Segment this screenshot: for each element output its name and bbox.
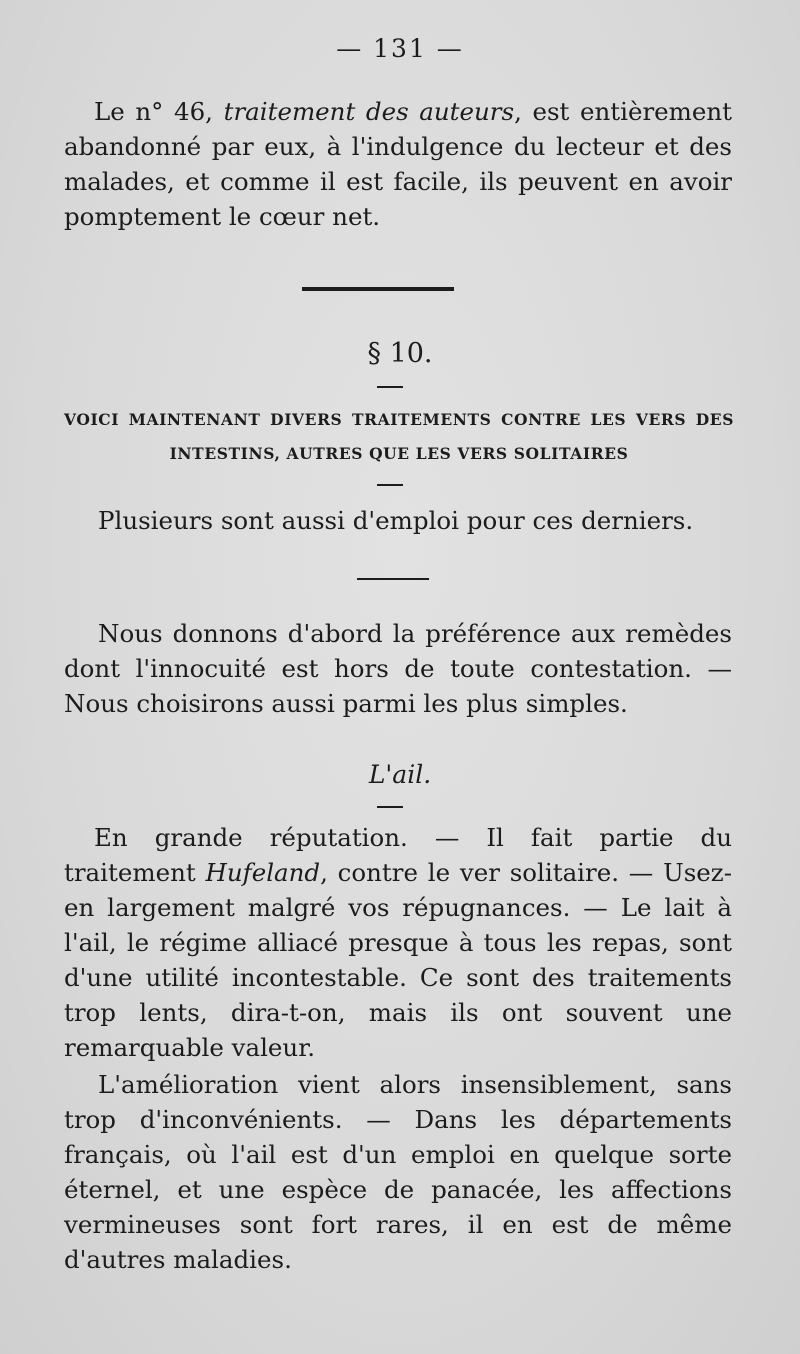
subsection-title-ail: L'ail.	[368, 760, 432, 789]
short-separator-rule	[357, 578, 429, 580]
intro-text-italic: traitement des auteurs	[223, 97, 515, 126]
intro-text-start: Le n° 46,	[94, 97, 224, 126]
section-number: § 10.	[367, 338, 433, 369]
section-separator-rule	[302, 287, 454, 291]
page-number: — 131 —	[336, 34, 464, 63]
ail-paragraph-1-start: En grande réputation. — Il fait partie du traitement	[64, 823, 732, 887]
intro-paragraph	[64, 94, 732, 234]
ail-paragraph-1-italic: Hufeland	[205, 858, 321, 887]
ail-paragraph-1-end: , contre le ver solitaire. — Usez-en largement malgré vos répugnances. — Le lait à l'ail, le régime alliacé presque à tous les repas, sont d'une utilité incontestable. Ce sont des traitements trop lents, dira-t-on, mais ils ont souvent une remarquable valeur.	[64, 858, 732, 1062]
ail-paragraphs-block	[64, 820, 732, 1277]
heading-dash-bottom	[377, 484, 403, 486]
intro-text-end: , est entièrement abandonné par eux, à l'indulgence du lecteur et des malades, et comme il est facile, ils peuvent en avoir pomptement le cœur net.	[64, 97, 733, 231]
heading-dash-top	[377, 386, 403, 388]
ail-paragraph-1	[64, 820, 732, 1065]
section-heading-line-2: INTESTINS, AUTRES QUE LES VERS SOLITAIRES	[169, 444, 629, 463]
ail-paragraph-2: L'amélioration vient alors insensiblement, sans trop d'inconvénients. — Dans les départements français, où l'ail est d'un emploi en quelque sorte éternel, et une espèce de panacée, les affections vermineuses sont fort rares, il en est de même d'autres maladies.	[64, 1070, 732, 1274]
intro-remedies-block	[64, 616, 732, 721]
sub-note: Plusieurs sont aussi d'emploi pour ces derniers.	[98, 506, 694, 535]
subsection-dash	[377, 806, 403, 808]
remedies-paragraph: Nous donnons d'abord la préférence aux remèdes dont l'innocuité est hors de toute contestation. — Nous choisirons aussi parmi les plus simples.	[64, 619, 732, 718]
intro-paragraph-block	[64, 94, 732, 234]
section-heading-line-1: VOICI MAINTENANT DIVERS TRAITEMENTS CONTRE LES VERS DES	[64, 410, 734, 429]
sub-note-block	[64, 503, 732, 538]
